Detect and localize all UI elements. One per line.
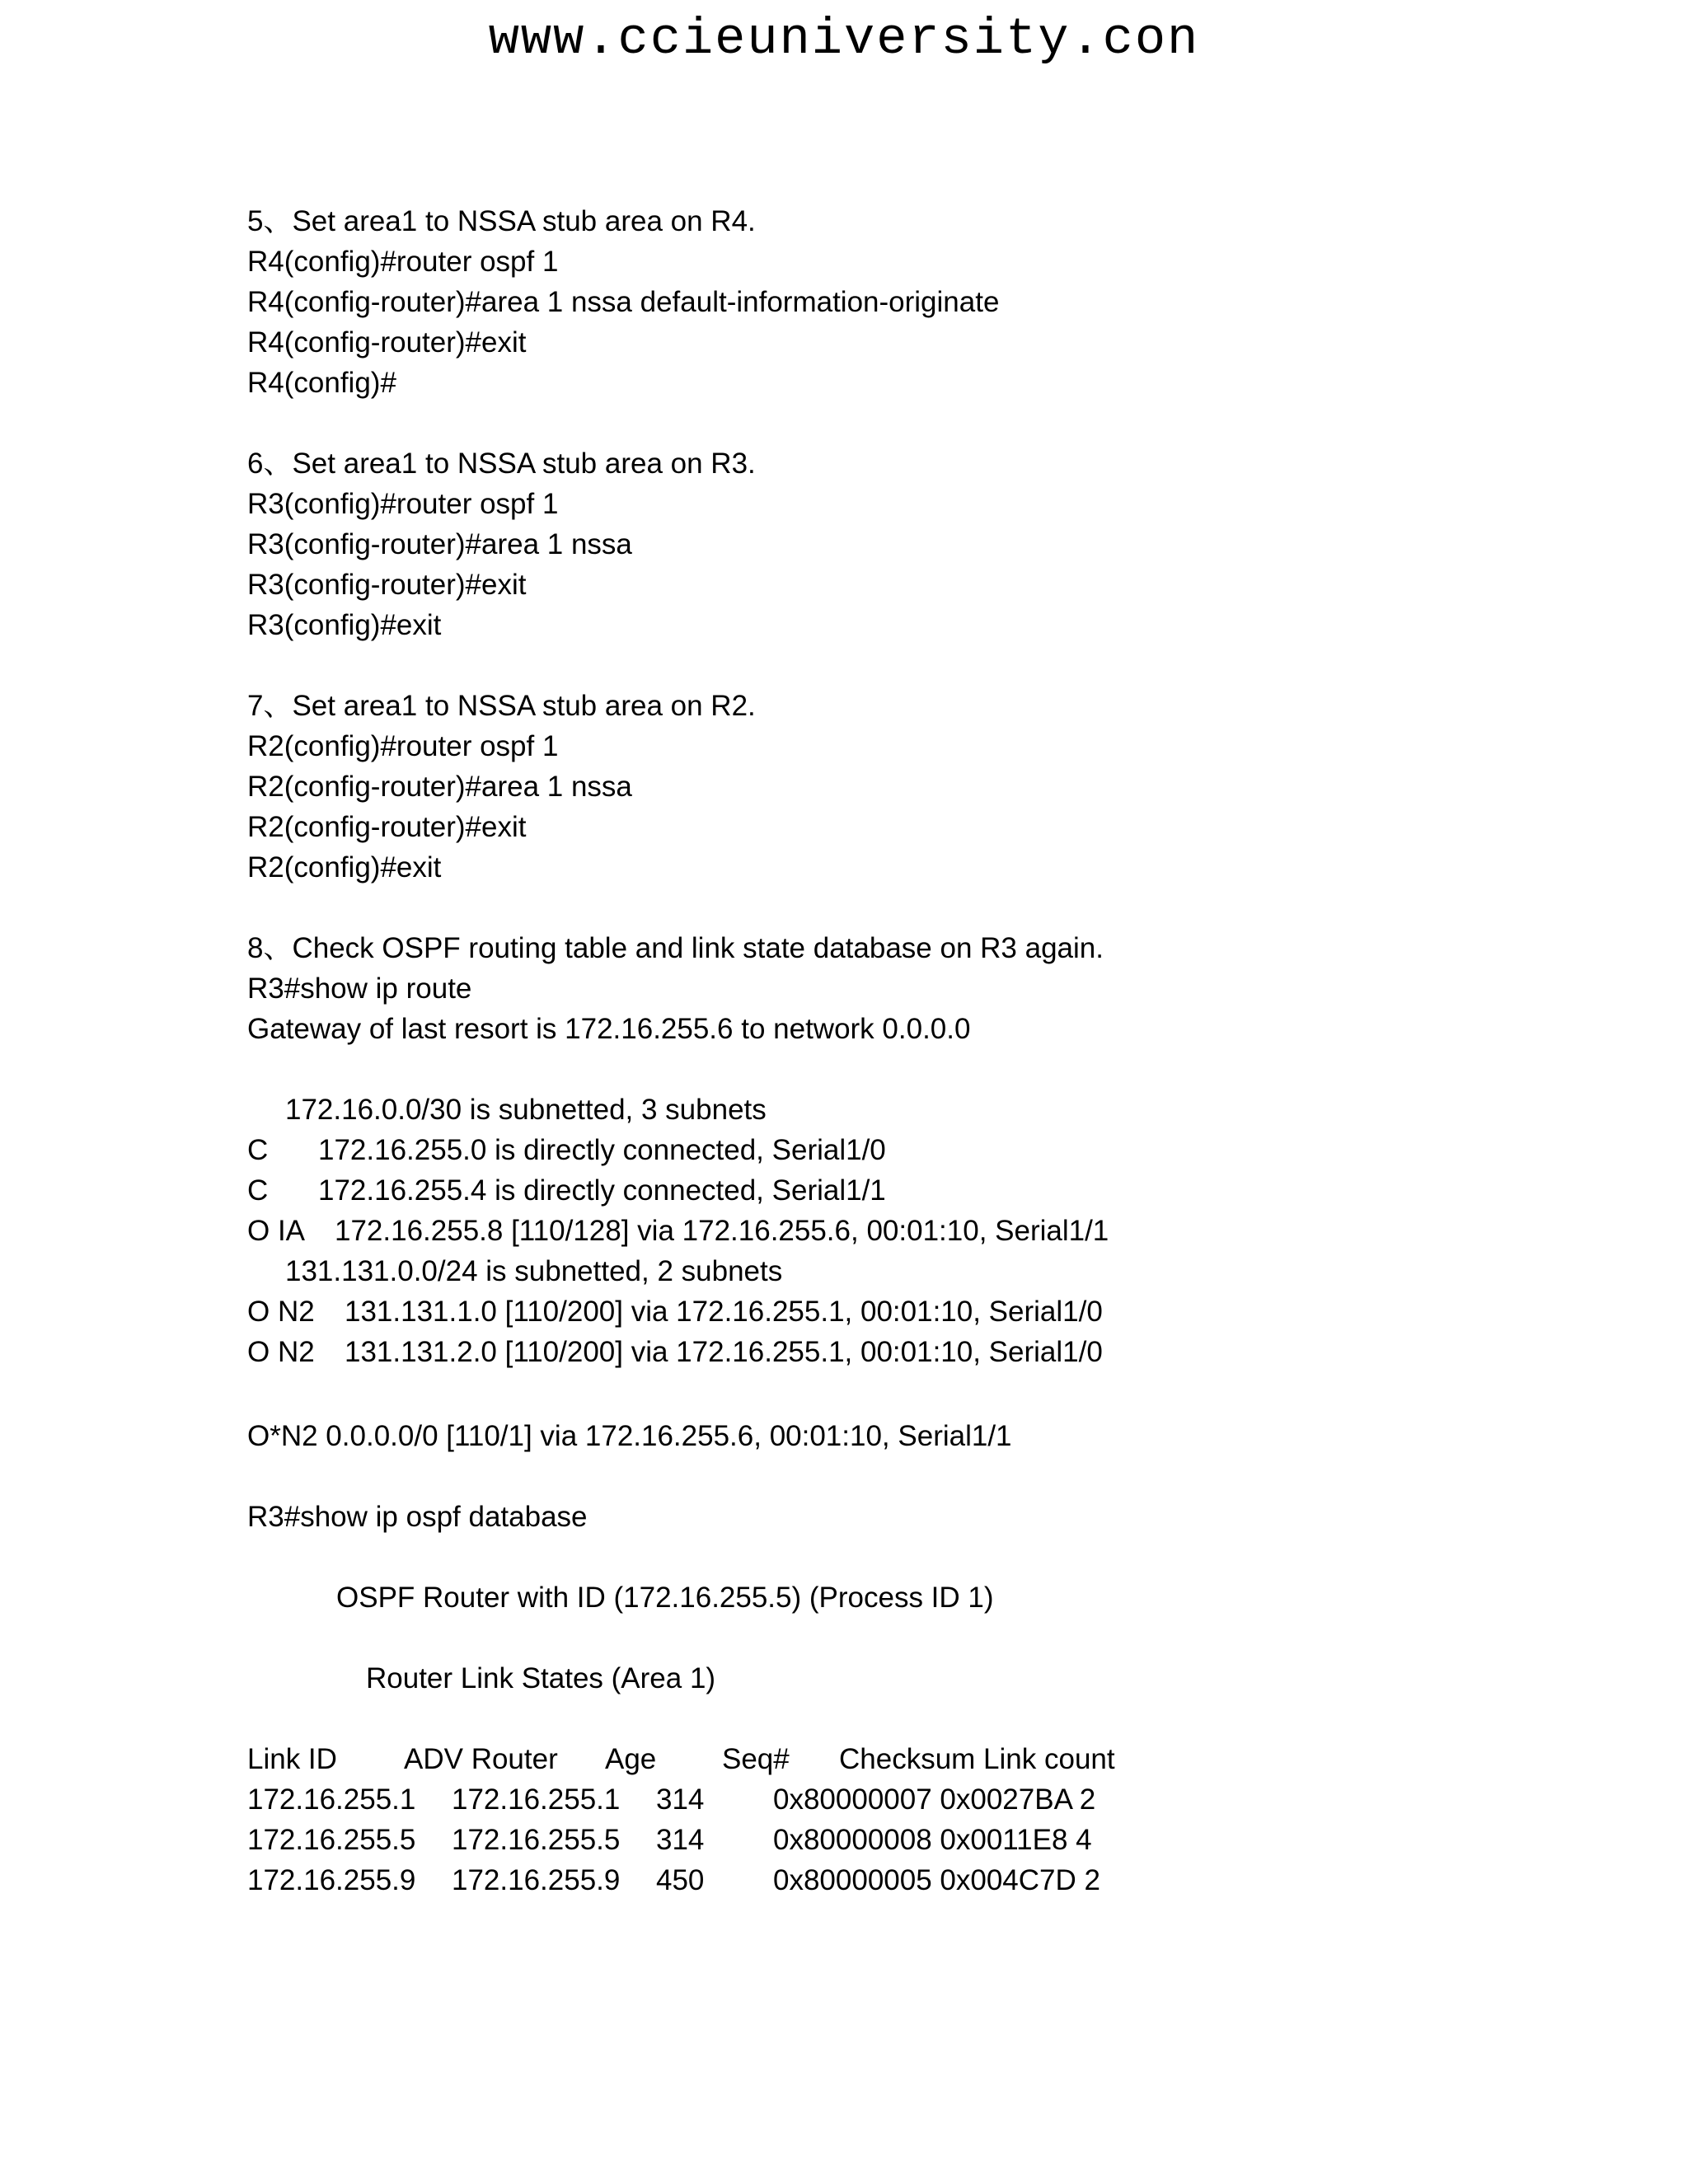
table-cell: 0x80000008 0x0011E8 4 (773, 1824, 1092, 1856)
table-cell: 172.16.255.9 (452, 1864, 621, 1896)
config-line: R3(config)#router ospf 1 (247, 488, 559, 520)
table-header-cell: Seq# (722, 1743, 790, 1775)
route-entry (247, 1291, 1648, 1332)
link-state-table (247, 1739, 1648, 1900)
table-cell: 172.16.255.1 (247, 1783, 416, 1816)
link-states-title: Router Link States (Area 1) (366, 1662, 716, 1694)
table-cell: 314 (656, 1783, 705, 1816)
spacer (247, 1049, 1648, 1090)
config-line: R3(config)#exit (247, 609, 442, 641)
route-code: O N2 (247, 1336, 315, 1368)
config-line: R4(config)#router ospf 1 (247, 246, 559, 278)
config-line: R4(config-router)#exit (247, 326, 527, 359)
config-line: R2(config)#exit (247, 851, 442, 883)
spacer (247, 1537, 1648, 1577)
spacer (247, 1456, 1648, 1497)
table-cell: 172.16.255.9 (247, 1864, 416, 1896)
show-ip-route-command: R3#show ip route (247, 972, 472, 1005)
section-5-title: 5、Set area1 to NSSA stub area on R4. (247, 205, 756, 237)
table-row (247, 1779, 1648, 1820)
table-cell: 314 (656, 1824, 705, 1856)
default-route-line: O*N2 0.0.0.0/0 [110/1] via 172.16.255.6, 00:01:10, Serial1/1 (247, 1420, 1012, 1452)
table-header-cell: ADV Router (404, 1743, 558, 1775)
table-row (247, 1820, 1648, 1860)
table-header-cell: Checksum Link count (839, 1743, 1115, 1775)
route-text: 172.16.255.4 is directly connected, Serial1/1 (318, 1174, 886, 1207)
table-cell: 172.16.255.1 (452, 1783, 621, 1816)
table-cell: 0x80000007 0x0027BA 2 (773, 1783, 1096, 1816)
show-ospf-database-command: R3#show ip ospf database (247, 1501, 588, 1533)
gateway-line: Gateway of last resort is 172.16.255.6 to network 0.0.0.0 (247, 1013, 971, 1045)
section-8-title: 8、Check OSPF routing table and link state database on R3 again. (247, 932, 1104, 964)
config-line: R2(config)#router ospf 1 (247, 730, 559, 762)
spacer (247, 1372, 1648, 1413)
config-line: R3(config-router)#area 1 nssa (247, 528, 632, 560)
subnet-summary-line: 131.131.0.0/24 is subnetted, 2 subnets (285, 1255, 783, 1287)
route-code: C (247, 1174, 269, 1207)
table-cell: 450 (656, 1864, 705, 1896)
route-entry (247, 1211, 1648, 1251)
route-text: 131.131.1.0 [110/200] via 172.16.255.1, 00:01:10, Serial1/0 (345, 1296, 1103, 1328)
table-header-row (247, 1739, 1648, 1779)
config-line: R4(config-router)#area 1 nssa default-information-originate (247, 286, 1000, 318)
document-body (247, 201, 1648, 1900)
spacer (247, 1618, 1648, 1658)
route-entry (247, 1332, 1648, 1372)
route-code: O N2 (247, 1296, 315, 1328)
table-cell: 172.16.255.5 (247, 1824, 416, 1856)
spacer (247, 403, 1648, 443)
route-code: O IA (247, 1215, 306, 1247)
spacer (247, 1699, 1648, 1739)
spacer (247, 645, 1648, 686)
router-id-line: OSPF Router with ID (172.16.255.5) (Process ID 1) (336, 1582, 994, 1614)
spacer (247, 888, 1648, 928)
subnet-summary-line: 172.16.0.0/30 is subnetted, 3 subnets (285, 1094, 767, 1126)
config-line: R2(config-router)#area 1 nssa (247, 771, 632, 803)
route-text: 172.16.255.8 [110/128] via 172.16.255.6, 00:01:10, Serial1/1 (335, 1215, 1109, 1247)
route-code: C (247, 1134, 269, 1166)
section-7-title: 7、Set area1 to NSSA stub area on R2. (247, 690, 756, 722)
section-6-title: 6、Set area1 to NSSA stub area on R3. (247, 448, 756, 480)
route-entry (247, 1170, 1648, 1211)
table-row (247, 1860, 1648, 1900)
route-entry (247, 1130, 1648, 1170)
table-cell: 0x80000005 0x004C7D 2 (773, 1864, 1100, 1896)
config-line: R4(config)# (247, 367, 396, 399)
table-cell: 172.16.255.5 (452, 1824, 621, 1856)
route-text: 172.16.255.0 is directly connected, Serial1/0 (318, 1134, 886, 1166)
config-line: R3(config-router)#exit (247, 569, 527, 601)
site-header-title: www.ccieuniversity.con (488, 10, 1200, 68)
table-header-cell: Age (605, 1743, 657, 1775)
table-header-cell: Link ID (247, 1743, 337, 1775)
route-text: 131.131.2.0 [110/200] via 172.16.255.1, 00:01:10, Serial1/0 (345, 1336, 1103, 1368)
config-line: R2(config-router)#exit (247, 811, 527, 843)
